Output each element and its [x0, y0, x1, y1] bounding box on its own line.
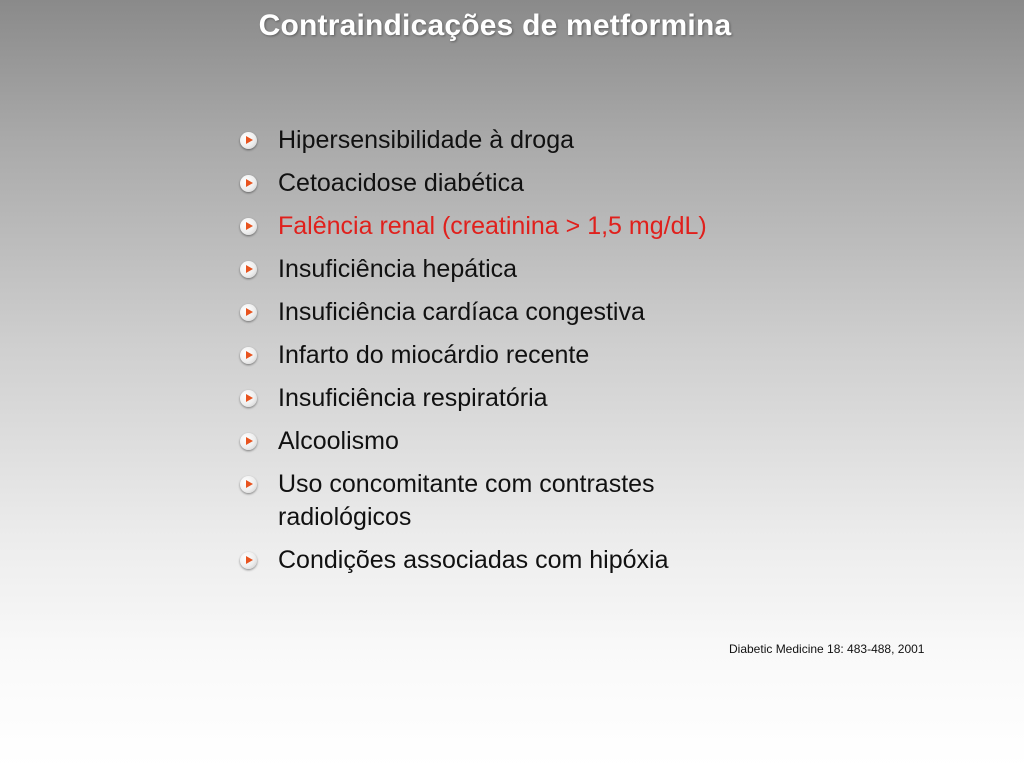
list-item — [240, 253, 920, 286]
list-item-highlighted — [240, 210, 920, 243]
list-item-text: Alcoolismo — [278, 427, 399, 455]
orange-play-arrow-icon — [240, 132, 257, 149]
orange-play-arrow-icon — [240, 218, 257, 235]
list-item — [240, 468, 920, 534]
list-item — [240, 544, 920, 577]
contraindication-list — [240, 124, 920, 587]
orange-play-arrow-icon — [240, 433, 257, 450]
orange-play-arrow-icon — [240, 304, 257, 321]
list-item-text: Insuficiência hepática — [278, 255, 518, 283]
list-item — [240, 124, 920, 157]
orange-play-arrow-icon — [240, 175, 257, 192]
list-item — [240, 339, 920, 372]
orange-play-arrow-icon — [240, 261, 257, 278]
orange-play-arrow-icon — [240, 552, 257, 569]
list-item — [240, 382, 920, 415]
list-item-text: Condições associadas com hipóxia — [278, 546, 669, 574]
list-item-text: Cetoacidose diabética — [278, 169, 524, 197]
list-item — [240, 425, 920, 458]
orange-play-arrow-icon — [240, 390, 257, 407]
list-item — [240, 296, 920, 329]
orange-play-arrow-icon — [240, 476, 257, 493]
list-item-text: Insuficiência cardíaca congestiva — [278, 298, 645, 326]
list-item-text: Hipersensibilidade à droga — [278, 126, 575, 154]
list-item-text: Insuficiência respiratória — [278, 384, 548, 412]
list-item-text: Infarto do miocárdio recente — [278, 341, 590, 369]
citation: Diabetic Medicine 18: 483-488, 2001 — [729, 642, 925, 656]
list-item-text: Uso concomitante com contrastes radiológicos — [278, 470, 655, 531]
list-item — [240, 167, 920, 200]
list-item-text: Falência renal (creatinina > 1,5 mg/dL) — [278, 212, 707, 240]
orange-play-arrow-icon — [240, 347, 257, 364]
slide-title: Contraindicações de metformina — [258, 9, 732, 42]
